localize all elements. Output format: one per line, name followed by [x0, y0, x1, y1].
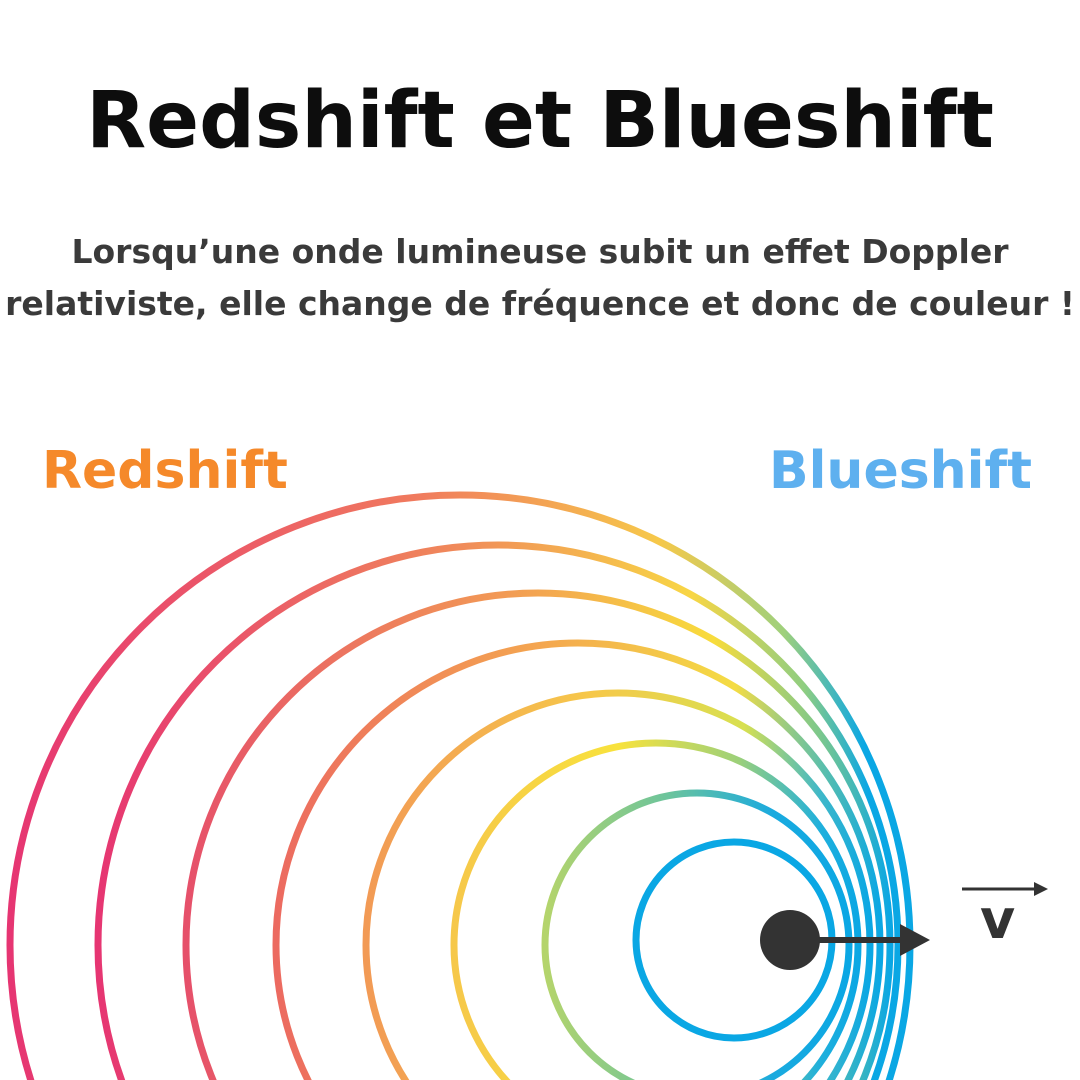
- subtitle-line-2: relativiste, elle change de fréquence et donc de couleur !: [5, 284, 1075, 323]
- wavefronts: [10, 495, 910, 1080]
- blueshift-label: Blueshift: [768, 441, 1032, 501]
- wavefront-5: [366, 693, 870, 1080]
- velocity-label: v: [980, 888, 1016, 951]
- subtitle-line-1: Lorsqu’une onde lumineuse subit un effet Doppler: [71, 232, 1009, 271]
- redshift-label: Redshift: [42, 441, 288, 501]
- source-dot: [760, 910, 820, 970]
- page-title: Redshift et Blueshift: [86, 76, 994, 166]
